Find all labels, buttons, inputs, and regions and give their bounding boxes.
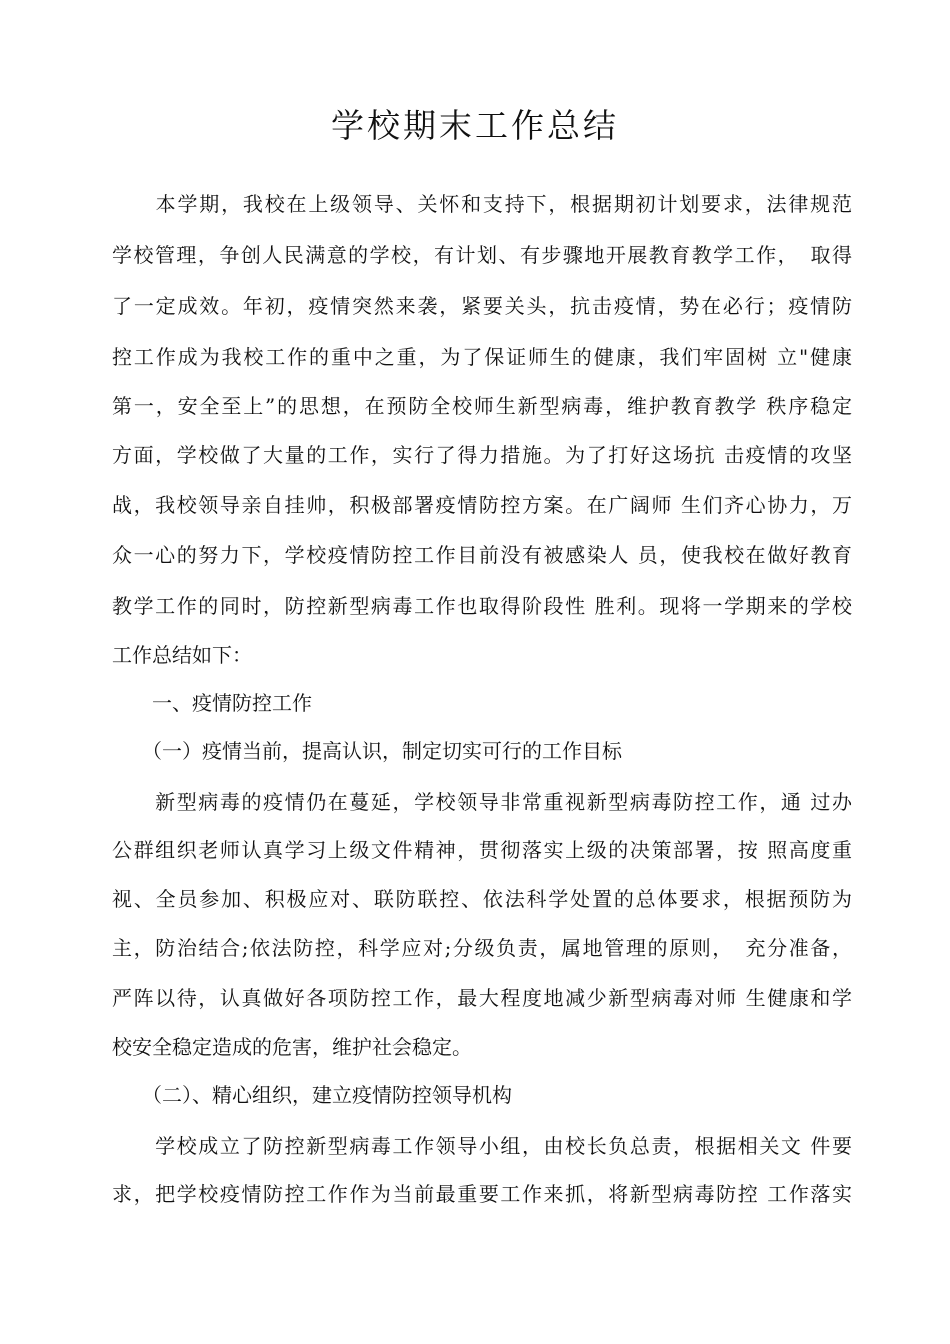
document-title: 学校期末工作总结	[331, 106, 619, 145]
body-text-line: 求，把学校疫情防控工作作为当前最重要工作来抓，将新型病毒防控 工作落实	[112, 1182, 852, 1206]
body-text-line: 工作总结如下：	[112, 643, 252, 667]
section-heading: 一、疫情防控工作	[112, 691, 312, 715]
subsection-heading: （一）疫情当前，提高认识，制定切实可行的工作目标	[112, 739, 622, 763]
body-text-line: 本学期，我校在上级领导、关怀和支持下，根据期初计划要求，法律规范	[112, 192, 852, 216]
body-text-line: 校安全稳定造成的危害，维护社会稳定。	[112, 1035, 472, 1059]
body-text-line: 学校管理，争创人民满意的学校，有计划、有步骤地开展教育教学工作， 取得	[112, 243, 852, 267]
body-text-line: 严阵以待，认真做好各项防控工作，最大程度地减少新型病毒对师 生健康和学	[112, 986, 852, 1010]
body-text-line: 教学工作的同时，防控新型病毒工作也取得阶段性 胜利。现将一学期来的学校	[112, 594, 852, 618]
body-text-line: 众一心的努力下，学校疫情防控工作目前没有被感染人 员，使我校在做好教育	[112, 543, 852, 567]
body-text-line: 方面，学校做了大量的工作，实行了得力措施。为了打好这场抗 击疫情的攻坚	[112, 443, 852, 467]
body-text-line: 视、全员参加、积极应对、联防联控、依法科学处置的总体要求，根据预防为	[112, 887, 852, 911]
body-text-line: 新型病毒的疫情仍在蔓延，学校领导非常重视新型病毒防控工作，通 过办	[112, 790, 852, 814]
body-text-line: 了一定成效。年初，疫情突然来袭，紧要关头，抗击疫情，势在必行；疫情防	[112, 294, 852, 318]
body-text-line: 战，我校领导亲自挂帅，积极部署疫情防控方案。在广阔师 生们齐心协力，万	[112, 493, 852, 517]
body-text-line: 学校成立了防控新型病毒工作领导小组，由校长负总责，根据相关文 件要	[112, 1134, 852, 1158]
body-text-line: 公群组织老师认真学习上级文件精神，贯彻落实上级的决策部署，按 照高度重	[112, 838, 852, 862]
body-text-line: 主，防治结合;依法防控，科学应对;分级负责，属地管理的原则， 充分准备，	[112, 936, 852, 960]
subsection-heading: （二）、精心组织，建立疫情防控领导机构	[112, 1083, 512, 1107]
body-text-line: 控工作成为我校工作的重中之重，为了保证师生的健康，我们牢固树 立"健康	[112, 345, 852, 369]
body-text-line: 第一，安全至上”的思想，在预防全校师生新型病毒，维护教育教学 秩序稳定	[112, 394, 852, 418]
